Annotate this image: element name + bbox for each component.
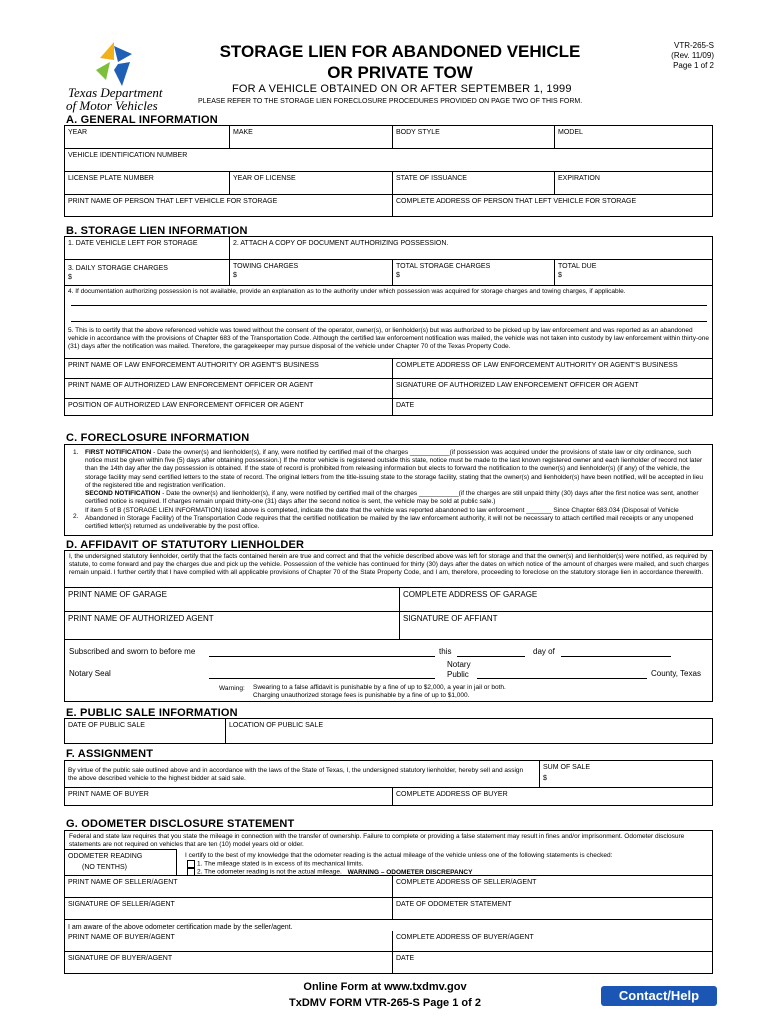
county-line[interactable]: [477, 678, 647, 679]
odometer-warning: WARNING – ODOMETER DISCREPANCY: [347, 868, 473, 876]
vin-label: VEHICLE IDENTIFICATION NUMBER: [68, 152, 188, 159]
agent-name-field[interactable]: [65, 611, 399, 639]
year-label: YEAR: [68, 129, 88, 136]
section-e-box: [64, 718, 713, 744]
person-name-label: PRINT NAME OF PERSON THAT LEFT VEHICLE FOR STORAGE: [68, 198, 278, 205]
buyer-name-field[interactable]: [65, 787, 392, 805]
second-notification-label: SECOND NOTIFICATION: [85, 490, 161, 497]
instructions-note: PLEASE REFER TO THE STORAGE LIEN FORECLOSURE PROCEDURES PROVIDED ON PAGE TWO OF THIS FORM.: [198, 98, 583, 105]
odometer-law-text: Federal and state law requires that you state the mileage in connection with the transfer of ownership. Failure to complete or providing a false statement may result in fines and/or imprisonment. Odometer disclosure statements are not required on vehicles that are ten (10) model years old or older.: [69, 833, 685, 849]
page-title: [180, 41, 620, 83]
buyer-agent-name-field[interactable]: [65, 931, 392, 951]
odometer-reading-label: ODOMETER READING: [68, 853, 143, 860]
txdmv-logo-icon: [92, 40, 136, 88]
buyer-agent-name-label: PRINT NAME OF BUYER/AGENT: [68, 934, 175, 941]
sum-dollar: $: [543, 775, 547, 782]
form-number-block: [640, 41, 714, 71]
day-of-line[interactable]: [561, 656, 671, 657]
first-notification-text: [85, 449, 707, 490]
date-left-label: 1. DATE VEHICLE LEFT FOR STORAGE: [68, 240, 198, 247]
seller-address-label: COMPLETE ADDRESS OF SELLER/AGENT: [396, 879, 537, 886]
second-notification-body: - Date the owner(s) and lienholder(s), if any, were notified by certified mail of the charges ___________(if the charges are still unpaid thirty (30) days after the first notice was sent, another certified notice is required. If charges remain unpaid thirty-one (31) days after the second notice is sent, the vehicle may be sold at public sale.): [85, 490, 699, 506]
agent-name-label: PRINT NAME OF AUTHORIZED AGENT: [68, 614, 214, 623]
no-tenths-label: (NO TENTHS): [82, 864, 127, 871]
second-notification-text: [85, 490, 707, 506]
officer-position-field[interactable]: [65, 398, 392, 415]
le-address-label: COMPLETE ADDRESS OF LAW ENFORCEMENT AUTHORITY OR AGENT'S BUSINESS: [396, 362, 678, 369]
warning-label: Warning:: [219, 685, 245, 692]
garage-address-label: COMPLETE ADDRESS OF GARAGE: [403, 590, 538, 599]
sum-of-sale-field[interactable]: [539, 761, 712, 787]
c-item1-number: 1.: [73, 449, 79, 456]
total-due-field[interactable]: [554, 259, 712, 285]
vin-field[interactable]: [65, 148, 712, 171]
officer-date-field[interactable]: [392, 398, 712, 415]
body-style-field[interactable]: [392, 126, 554, 148]
towing-dollar: $: [233, 272, 237, 279]
officer-signature-field[interactable]: [392, 378, 712, 398]
subtitle: FOR A VEHICLE OBTAINED ON OR AFTER SEPTEMBER 1, 1999: [232, 83, 572, 95]
section-c-heading: C. FORECLOSURE INFORMATION: [66, 432, 250, 444]
buyer-agent-date-label: DATE: [396, 955, 415, 962]
total-due-dollar: $: [558, 272, 562, 279]
sale-location-label: LOCATION OF PUBLIC SALE: [229, 722, 324, 729]
seller-name-field[interactable]: [65, 875, 392, 897]
section-d-box: [64, 550, 713, 702]
seller-signature-field[interactable]: [65, 897, 392, 919]
daily-dollar: $: [68, 274, 72, 281]
c-item2-text: If item 5 of B (STORAGE LIEN INFORMATION) listed above is completed, indicate the date that the vehicle was reported abandoned to law enforcement _______ Since Chapter 683.034 (Disposal of Vehicle Abandoned in Storage Facility) of the Transportation Code requires that the certified notification be mailed by the law enforcement authority, it will not be necessary to attach certified mail receipts or any unopened certified letter(s) returned as undeliverable by the post office.: [85, 507, 694, 531]
section-b-heading: B. STORAGE LIEN INFORMATION: [66, 225, 248, 237]
section-a-heading: A. GENERAL INFORMATION: [66, 114, 218, 126]
person-name-field[interactable]: [65, 194, 392, 216]
section-g-box: [64, 830, 713, 974]
logo-line1: Texas Department: [68, 85, 163, 100]
page-indicator: Page 1 of 2: [673, 61, 714, 70]
buyer-address-label: COMPLETE ADDRESS OF BUYER: [396, 791, 508, 798]
notary-area: [65, 639, 712, 702]
odometer-date-field[interactable]: [392, 897, 712, 919]
plate-field[interactable]: [65, 171, 229, 194]
officer-signature-label: SIGNATURE OF AUTHORIZED LAW ENFORCEMENT OFFICER OR AGENT: [396, 382, 639, 389]
le-name-field[interactable]: [65, 358, 392, 378]
this-day-line[interactable]: [457, 656, 525, 657]
seller-name-label: PRINT NAME OF SELLER/AGENT: [68, 879, 178, 886]
attach-note: [229, 237, 712, 259]
expiration-field[interactable]: [554, 171, 712, 194]
state-label: STATE OF ISSUANCE: [396, 175, 467, 182]
total-due-label: TOTAL DUE: [558, 263, 597, 270]
county-label: County, Texas: [651, 669, 701, 678]
option2-label: 2. The odometer reading is not the actual mileage.: [197, 868, 342, 876]
sale-date-label: DATE OF PUBLIC SALE: [68, 722, 145, 729]
item5-text: 5. This is to certify that the above referenced vehicle was towed without the consent of the operator, owner(s), or lienholder(s) but was authorized to be picked up by law enforcement and was reported as an abandoned vehicle in accordance with the provisions of Chapter 683 of the Transportation Code. Although the certified law enforcement notification was mailed, the vehicle was not taken into custody by law enforcement within thirty-one (31) days after the notification was mailed. Therefore, the garagekeeper may pursue disposal of the vehicle under Chapter 70 of the Texas Property Code.: [68, 327, 709, 350]
total-storage-field[interactable]: [392, 259, 554, 285]
section-c-box: [64, 444, 713, 536]
garage-name-field[interactable]: [65, 587, 399, 611]
buyer-aware-text: I am aware of the above odometer certification made by the seller/agent.: [65, 919, 712, 931]
buyer-name-label: PRINT NAME OF BUYER: [68, 791, 149, 798]
odometer-certify-text: I certify to the best of my knowledge that the odometer reading is the actual mileage of the vehicle unless one of the following statements is checked:: [185, 852, 613, 859]
section-f-heading: F. ASSIGNMENT: [66, 748, 154, 760]
section-g-heading: G. ODOMETER DISCLOSURE STATEMENT: [66, 818, 295, 830]
option1-label: 1. The mileage stated is in excess of its mechanical limits.: [197, 860, 364, 868]
section-a-box: [64, 125, 713, 217]
affiant-signature-label: SIGNATURE OF AFFIANT: [403, 614, 498, 623]
assignment-text: By virtue of the public sale outlined above and in accordance with the laws of the State of Texas, I, the undersigned statutory lienholder, hereby sell and assign the above described vehicle to the highest bidder at said sale.: [68, 767, 524, 782]
form-number: VTR-265-S: [673, 41, 714, 50]
seller-address-field[interactable]: [392, 875, 712, 897]
logo-line2: of Motor Vehicles: [66, 98, 158, 113]
contact-help-button[interactable]: Contact/Help: [601, 986, 717, 1006]
person-address-field[interactable]: [392, 194, 712, 216]
warning-text1: Swearing to a false affidavit is punishable by a fine of up to $2,000, a year in jail or both.: [253, 684, 506, 691]
le-address-field[interactable]: [392, 358, 712, 378]
item4-text: 4. If documentation authorizing possession is not available, provide an explanation as to the authority under which possession was acquired for storage charges and towing charges, if applicable.: [68, 288, 626, 295]
section-e-heading: E. PUBLIC SALE INFORMATION: [66, 707, 238, 719]
sale-date-field[interactable]: [65, 719, 225, 743]
warning-text2: Charging unauthorized storage fees is punishable by a fine of up to $1,000.: [253, 692, 470, 699]
buyer-agent-signature-field[interactable]: [65, 951, 392, 973]
attach-label: 2. ATTACH A COPY OF DOCUMENT AUTHORIZING POSSESSION.: [233, 240, 449, 247]
sworn-label: Subscribed and sworn to before me: [69, 647, 196, 656]
mileage-excess-checkbox[interactable]: [187, 860, 195, 868]
year-field[interactable]: [65, 126, 229, 148]
make-field[interactable]: [229, 126, 392, 148]
seller-signature-label: SIGNATURE OF SELLER/AGENT: [68, 901, 175, 908]
odometer-date-label: DATE OF ODOMETER STATEMENT: [396, 901, 512, 908]
buyer-agent-address-field[interactable]: [392, 931, 712, 951]
c-item2-number: 2.: [73, 513, 79, 520]
title-line2: OR PRIVATE TOW: [327, 63, 473, 82]
expiration-label: EXPIRATION: [558, 175, 600, 182]
model-label: MODEL: [558, 129, 583, 136]
first-notification-body: - Date the owner(s) and lienholder(s), if any, were notified by certified mail of the charges ___________(if possession was acquired under the provisions of state law or city ordinance, such notice must be given within five (5) days after obtaining possession.) If the motor vehicle is registered outside this state, notice must be made to the last known registered owner and each lienholder of record not later than the 14th day after the day possession is obtained. If the state of record is prohibited from releasing information but elects to forward the notification to the owner(s) and lienholder(s) (if any) of the vehicle, the storage facility may send certified letters to the state of record. The original letters from the title-issuing state to the storage facility, stating that the owner(s) and lienholder(s) have been notified, will be accepted in lieu of the registered title and registration verification.: [85, 449, 703, 489]
year-of-license-label: YEAR OF LICENSE: [233, 175, 296, 182]
affidavit-text: I, the undersigned statutory lienholder, certify that the facts contained herein are true and correct and that the vehicle described above was left for storage and that the owner(s) and lienholder(s) were notified, as required by statute, to come forward and pay the charges due and pick up the vehicle. Possession of the vehicle has continued for thirty (30) days after the dates on which notice of the amount of charges were mailed, and such charges remain unpaid. I further certify that I have complied with all applicable provisions of Chapter 70 of the State Property Code, and I am, therefore, proceeding to foreclose on the statutory storage lien in accordance therewith.: [69, 553, 709, 577]
online-form-link[interactable]: Online Form at www.txdmv.gov: [303, 981, 467, 993]
daily-charges-label: 3. DAILY STORAGE CHARGES: [68, 265, 168, 272]
notary-label: Notary: [447, 660, 471, 669]
buyer-address-field[interactable]: [392, 787, 712, 805]
make-label: MAKE: [233, 129, 253, 136]
buyer-agent-address-label: COMPLETE ADDRESS OF BUYER/AGENT: [396, 934, 534, 941]
le-name-label: PRINT NAME OF LAW ENFORCEMENT AUTHORITY OR AGENT'S BUSINESS: [68, 362, 319, 369]
buyer-agent-signature-label: SIGNATURE OF BUYER/AGENT: [68, 955, 173, 962]
odometer-reading-field[interactable]: [65, 849, 177, 875]
total-storage-label: TOTAL STORAGE CHARGES: [396, 263, 491, 270]
date-left-field[interactable]: [65, 237, 229, 259]
notary-signature-line[interactable]: [209, 678, 435, 679]
buyer-agent-date-field[interactable]: [392, 951, 712, 973]
daily-charges-field[interactable]: [65, 259, 229, 285]
total-storage-dollar: $: [396, 272, 400, 279]
form-footer: TxDMV FORM VTR-265-S Page 1 of 2: [289, 997, 481, 1009]
item4-line1[interactable]: [71, 305, 707, 306]
officer-name-field[interactable]: [65, 378, 392, 398]
sworn-before-line[interactable]: [209, 656, 435, 657]
state-field[interactable]: [392, 171, 554, 194]
officer-date-label: DATE: [396, 402, 415, 409]
towing-label: TOWING CHARGES: [233, 263, 299, 270]
garage-address-field[interactable]: [399, 587, 712, 611]
sale-location-field[interactable]: [225, 719, 712, 743]
item4-field[interactable]: [65, 285, 712, 323]
body-style-label: BODY STYLE: [396, 129, 440, 136]
section-f-box: [64, 760, 713, 806]
towing-charges-field[interactable]: [229, 259, 392, 285]
logo-text: [66, 86, 166, 112]
title-line1: STORAGE LIEN FOR ABANDONED VEHICLE: [219, 42, 581, 61]
item4-line2[interactable]: [71, 321, 707, 322]
garage-name-label: PRINT NAME OF GARAGE: [68, 590, 167, 599]
year-of-license-field[interactable]: [229, 171, 392, 194]
form-revision: (Rev. 11/09): [671, 51, 714, 60]
affiant-signature-field[interactable]: [399, 611, 712, 639]
officer-position-label: POSITION OF AUTHORIZED LAW ENFORCEMENT OFFICER OR AGENT: [68, 402, 304, 409]
first-notification-label: FIRST NOTIFICATION: [85, 449, 152, 456]
sum-of-sale-label: SUM OF SALE: [543, 764, 591, 771]
notary-seal-label: Notary Seal: [69, 669, 111, 678]
plate-label: LICENSE PLATE NUMBER: [68, 175, 154, 182]
this-label: this: [439, 647, 452, 656]
day-of-label: day of: [533, 647, 555, 656]
public-label: Public: [447, 670, 469, 679]
section-d-heading: D. AFFIDAVIT OF STATUTORY LIENHOLDER: [66, 539, 305, 551]
section-b-box: [64, 236, 713, 416]
officer-name-label: PRINT NAME OF AUTHORIZED LAW ENFORCEMENT OFFICER OR AGENT: [68, 382, 314, 389]
model-field[interactable]: [554, 126, 712, 148]
person-address-label: COMPLETE ADDRESS OF PERSON THAT LEFT VEHICLE FOR STORAGE: [396, 198, 637, 205]
